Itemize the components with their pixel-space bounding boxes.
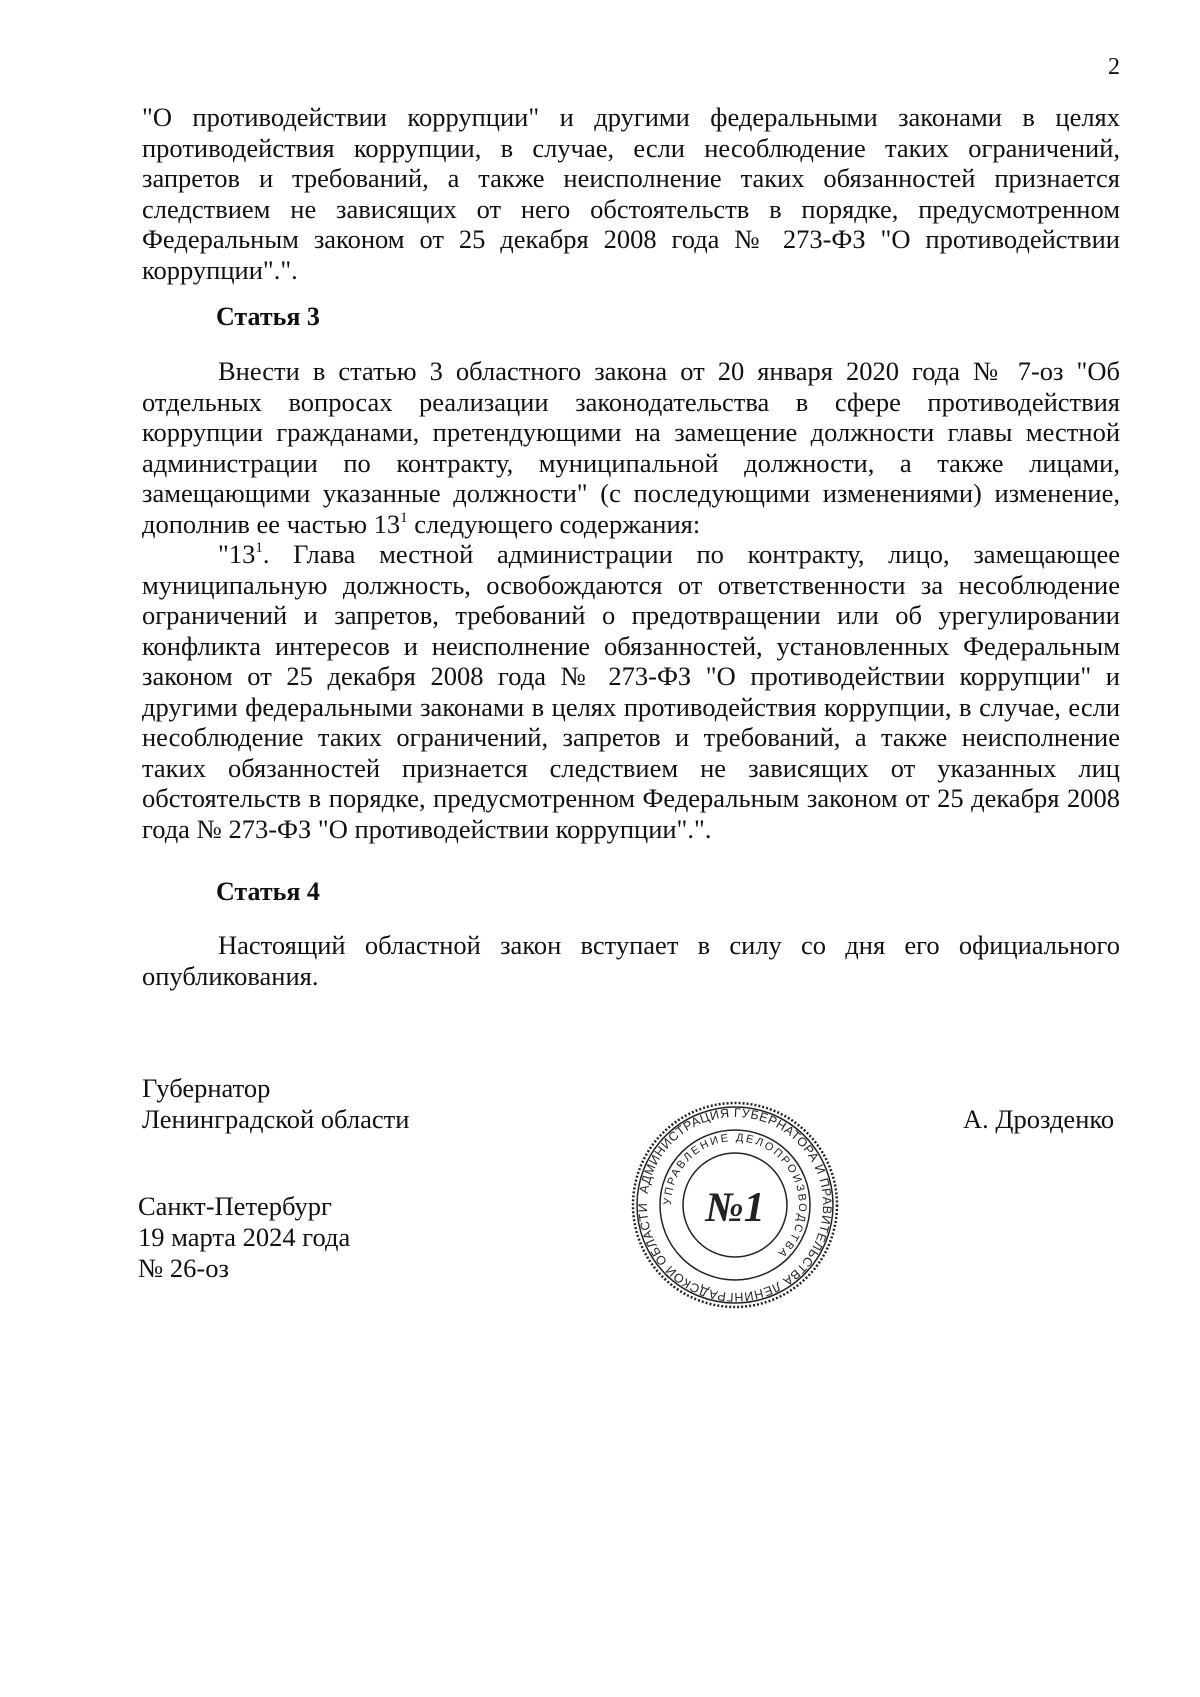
signing-city: Санкт-Петербург: [138, 1191, 332, 1221]
seal-graphic: [630, 1100, 840, 1310]
law-number: № 26-оз: [138, 1253, 229, 1283]
seal-outer-text: АДМИНИСТРАЦИЯ ГУБЕРНАТОРА И ПРАВИТЕЛЬСТВА ЛЕНИНГРАДСКОЙ ОБЛАСТИ: [635, 1105, 835, 1305]
article-4-paragraph: Настоящий областной закон вступает в силу со дня его официального опубликования.: [142, 930, 1120, 991]
seal-inner-text: УПРАВЛЕНИЕ ДЕЛОПРОИЗВОДСТВА: [661, 1131, 809, 1261]
superscript: 1: [255, 540, 263, 556]
superscript: 1: [400, 509, 408, 526]
signatory-name: А. Дрозденко: [963, 1104, 1115, 1134]
article-4-heading: Статья 4: [216, 877, 320, 906]
official-seal-stamp: [630, 1100, 840, 1310]
signing-date: 19 марта 2024 года: [138, 1222, 351, 1252]
intro-paragraph-block: [142, 102, 1120, 285]
seal-center-number: №1: [705, 1185, 765, 1231]
article-3-paragraph-1-tail: следующего содержания:: [407, 508, 701, 539]
article-3-paragraph-1-text: Внести в статью 3 областного закона от 20 января 2020 года № 7-оз "Об отдельных вопросах реализации законодательства в сфере противодействия коррупции гражданами, претендующими на замещение должности главы местной администрации по контракту, муниципальной должности, а также лицами, замещающими указанные должности" (с последующими изменениями) изменение, дополнив ее частью 13: [142, 356, 1120, 539]
signatory-title-line-1: Губернатор: [142, 1073, 271, 1103]
signatory-title-line-2: Ленинградской области: [142, 1104, 410, 1134]
article-3-paragraph-2-lead: "13: [218, 539, 256, 569]
article-3-paragraph-2: [142, 539, 1120, 844]
article-3-heading: Статья 3: [216, 302, 320, 331]
article-3-paragraph-2-text: . Глава местной администрации по контракту, лицо, замещающее муниципальную должность, освобождаются от ответственности за несоблюдение ограничений и запретов, требований о предотвращении или об урегулировании конфликта интересов и неисполнение обязанностей, установленных Федеральным законом от 25 декабря 2008 года № 273-ФЗ "О противодействии коррупции" и другими федеральными законами в целях противодействия коррупции, в случае, если несоблюдение таких ограничений, запретов и требований, а также неисполнение таких обязанностей признается следствием не зависящих от указанных лиц обстоятельств в порядке, предусмотренном Федеральным законом от 25 декабря 2008 года № 273-ФЗ "О противодействии коррупции".".: [142, 539, 1120, 844]
article-3-body: [142, 356, 1120, 844]
article-3-paragraph-1: [142, 356, 1120, 539]
page-number: 2: [1108, 54, 1120, 80]
intro-paragraph: "О противодействии коррупции" и другими федеральными законами в целях противодействия коррупции, в случае, если несоблюдение таких ограничений, запретов и требований, а также неисполнение таких обязанностей признается следствием не зависящих от него обстоятельств в порядке, предусмотренном Федеральным законом от 25 декабря 2008 года № 273-ФЗ "О противодействии коррупции".".: [142, 102, 1120, 285]
article-4-body: [142, 930, 1120, 991]
